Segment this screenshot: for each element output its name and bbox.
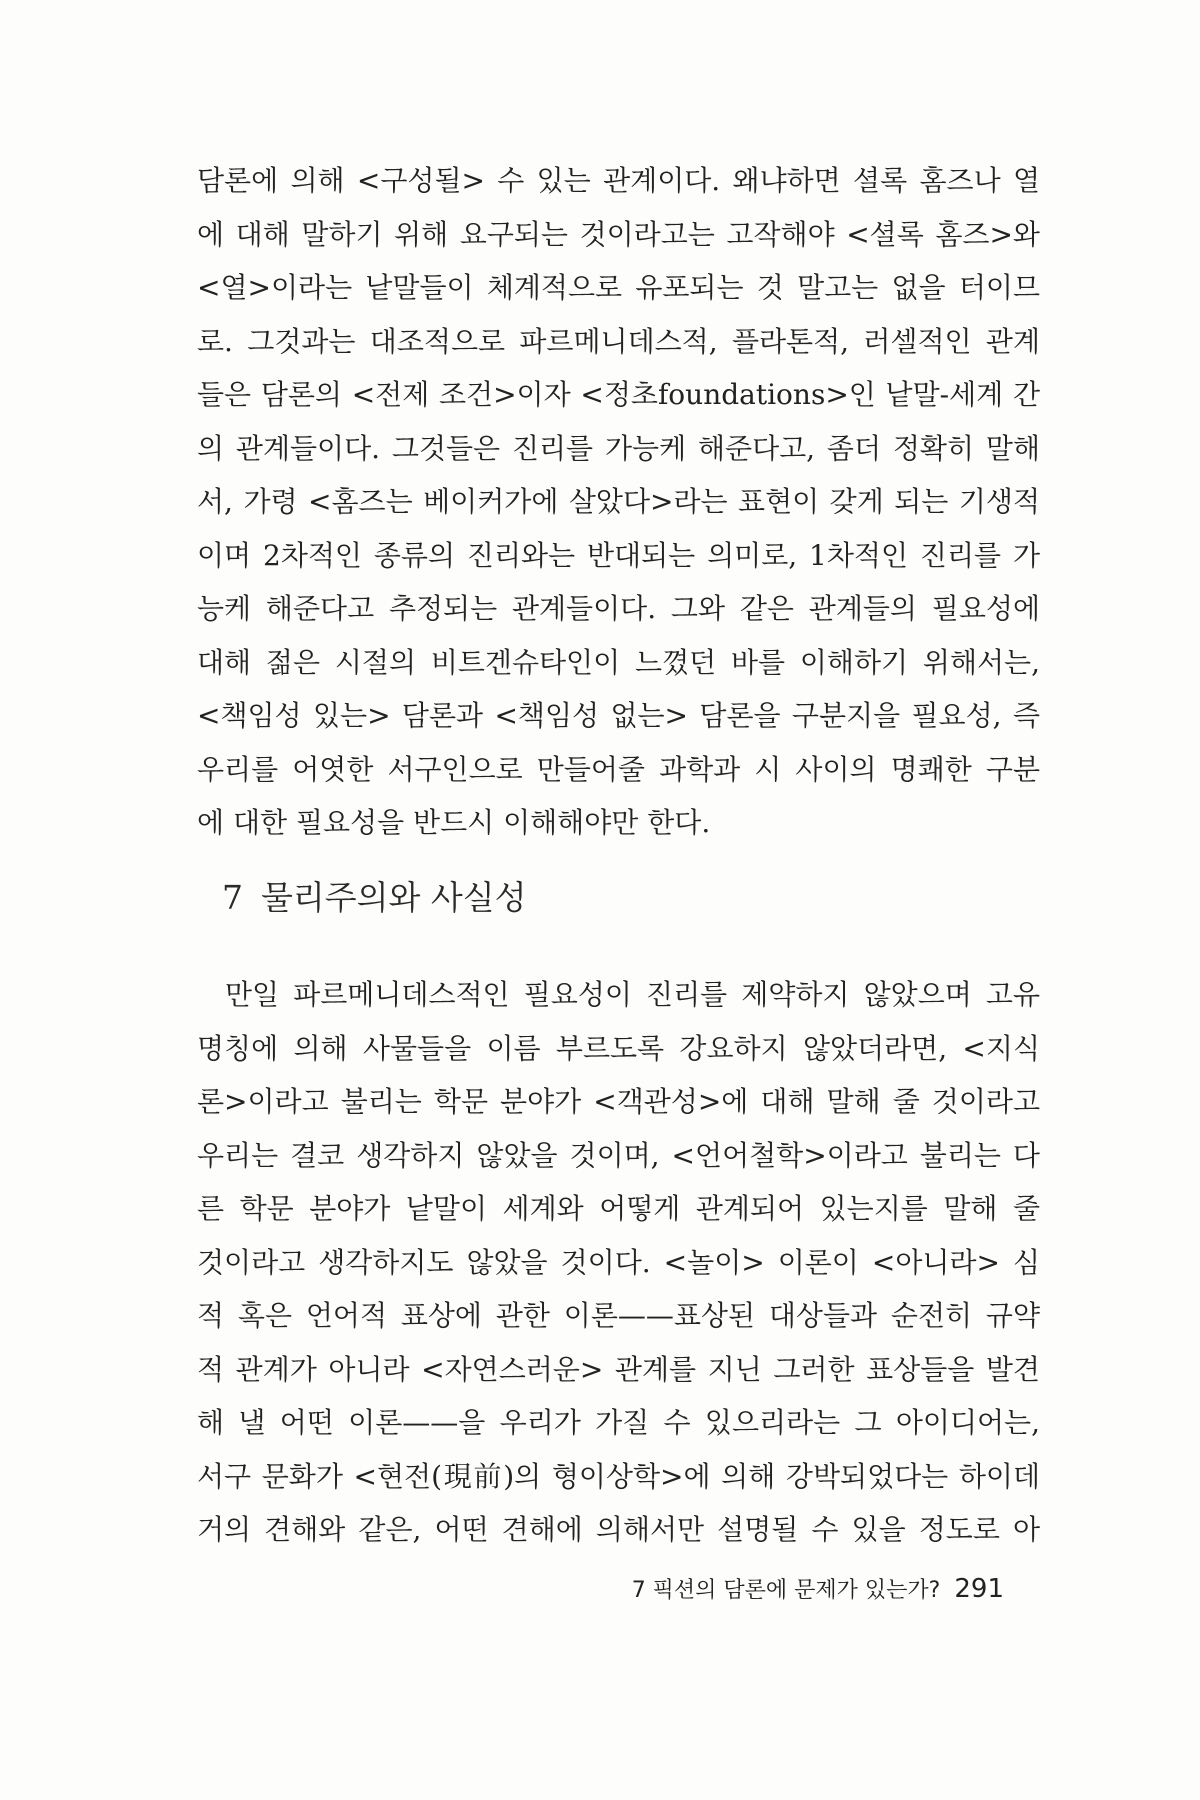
text-line: 서, 가령 <홈즈는 베이커가에 살았다>라는 표현이 갖게 되는 기생적 bbox=[197, 485, 1040, 518]
text-line: 명칭에 의해 사물들을 이름 부르도록 강요하지 않았더라면, <지식 bbox=[197, 1031, 1040, 1065]
text-line: 들은 담론의 <전제 조건>이자 <정초foundations>인 낱말-세계 간 bbox=[197, 378, 1040, 411]
text-line: 적 혹은 언어적 표상에 관한 이론——표상된 대상들과 순전히 규약 bbox=[197, 1299, 1040, 1332]
text-line: 적 관계가 아니라 <자연스러운> 관계를 지닌 그러한 표상들을 발견 bbox=[197, 1352, 1040, 1386]
text-line: 담론에 의해 <구성될> 수 있는 관계이다. 왜냐하면 셜록 홈즈나 열 bbox=[197, 164, 1040, 197]
text-line: 에 대한 필요성을 반드시 이해해야만 한다. bbox=[197, 806, 711, 839]
text-line: 로. 그것과는 대조적으로 파르메니데스적, 플라톤적, 러셀적인 관계 bbox=[197, 324, 1040, 358]
text-line: 론>이라고 불리는 학문 분야가 <객관성>에 대해 말해 줄 것이라고 bbox=[197, 1085, 1040, 1118]
text-line: 해 낼 어떤 이론——을 우리가 가질 수 있으리라는 그 아이디어는, bbox=[197, 1406, 1040, 1439]
section-number: 7 bbox=[222, 878, 243, 917]
text-line: 거의 견해와 같은, 어떤 견해에 의해서만 설명될 수 있을 정도로 아 bbox=[197, 1513, 1040, 1546]
text-line: <열>이라는 낱말들이 체계적으로 유포되는 것 말고는 없을 터이므 bbox=[197, 271, 1040, 304]
text-line: 것이라고 생각하지도 않았을 것이다. <놀이> 이론이 <아니라> 심 bbox=[197, 1245, 1040, 1279]
text-line: 이며 2차적인 종류의 진리와는 반대되는 의미로, 1차적인 진리를 가 bbox=[197, 538, 1040, 572]
page-number: 291 bbox=[954, 1574, 1004, 1604]
text-line: 른 학문 분야가 낱말이 세계와 어떻게 관계되어 있는지를 말해 줄 bbox=[197, 1192, 1040, 1225]
running-title: 7 픽션의 담론에 문제가 있는가? bbox=[631, 1578, 941, 1603]
text-line: 에 대해 말하기 위해 요구되는 것이라고는 고작해야 <셜록 홈즈>와 bbox=[197, 217, 1040, 251]
section-title: 물리주의와 사실성 bbox=[261, 878, 527, 917]
section-heading bbox=[222, 878, 527, 918]
text-line: 대해 젊은 시절의 비트겐슈타인이 느꼈던 바를 이해하기 위해서는, bbox=[197, 645, 1040, 679]
text-line: 의 관계들이다. 그것들은 진리를 가능케 해준다고, 좀더 정확히 말해 bbox=[197, 431, 1040, 465]
text-line: 능케 해준다고 추정되는 관계들이다. 그와 같은 관계들의 필요성에 bbox=[197, 592, 1040, 625]
text-line: 만일 파르메니데스적인 필요성이 진리를 제약하지 않았으며 고유 bbox=[225, 978, 1040, 1011]
text-line: <책임성 있는> 담론과 <책임성 없는> 담론을 구분지을 필요성, 즉 bbox=[197, 699, 1040, 732]
text-line: 서구 문화가 <현전(現前)의 형이상학>에 의해 강박되었다는 하이데 bbox=[197, 1459, 1040, 1493]
page-footer bbox=[632, 1574, 1004, 1606]
paragraph-1 bbox=[197, 154, 1040, 850]
text-line: 우리를 어엿한 서구인으로 만들어줄 과학과 시 사이의 명쾌한 구분 bbox=[197, 752, 1040, 786]
text-line: 우리는 결코 생각하지 않았을 것이며, <언어철학>이라고 불리는 다 bbox=[197, 1138, 1040, 1172]
paragraph-2 bbox=[197, 968, 1040, 1557]
